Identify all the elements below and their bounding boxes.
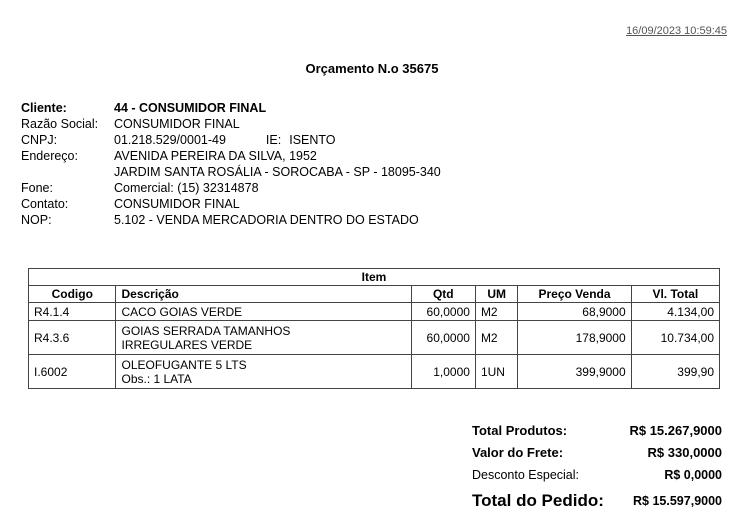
item-preco-venda: 178,9000 — [518, 321, 631, 355]
cnpj-row — [21, 132, 441, 148]
item-um: M2 — [475, 303, 517, 321]
items-caption-row — [29, 269, 720, 286]
col-header-um: UM — [475, 286, 517, 303]
col-header-codigo: Codigo — [29, 286, 116, 303]
desconto-especial-row — [472, 464, 722, 486]
total-pedido-label: Total do Pedido: — [472, 491, 604, 510]
razao-social-row — [21, 116, 441, 132]
razao-social-value: CONSUMIDOR FINAL — [114, 117, 240, 131]
cliente-label: Cliente: — [21, 101, 67, 115]
item-qtd: 1,0000 — [411, 355, 475, 389]
customer-info — [21, 100, 441, 228]
fone-value: Comercial: (15) 32314878 — [114, 181, 259, 195]
item-observacao: Obs.: 1 LATA — [121, 371, 192, 386]
contato-row — [21, 196, 441, 212]
item-descricao — [116, 355, 411, 389]
items-header-row — [29, 286, 720, 303]
document-title: Orçamento N.o 35675 — [305, 61, 439, 76]
endereco-line2: JARDIM SANTA ROSÁLIA - SOROCABA - SP - 18095-340 — [114, 165, 441, 179]
valor-frete-value: R$ 330,0000 — [647, 445, 722, 460]
ie-value: ISENTO — [289, 133, 336, 147]
col-header-qtd: Qtd — [411, 286, 475, 303]
ie-label: IE: — [265, 133, 282, 147]
item-vl-total: 4.134,00 — [631, 303, 719, 321]
cnpj-value: 01.218.529/0001-49 — [114, 133, 226, 147]
items-caption: Item — [29, 269, 720, 286]
item-vl-total: 10.734,00 — [631, 321, 719, 355]
col-header-preco-venda: Preço Venda — [518, 286, 631, 303]
item-descricao-line1: GOIAS SERRADA TAMANHOS — [121, 323, 291, 338]
total-produtos-value: R$ 15.267,9000 — [629, 423, 722, 438]
item-descricao — [116, 321, 411, 355]
table-row — [29, 321, 720, 355]
item-preco-venda: 399,9000 — [518, 355, 631, 389]
total-produtos-row — [472, 420, 722, 442]
col-header-vl-total: Vl. Total — [631, 286, 719, 303]
item-codigo: I.6002 — [29, 355, 116, 389]
endereco-label: Endereço: — [21, 149, 78, 163]
cnpj-label: CNPJ: — [21, 133, 58, 147]
table-row — [29, 355, 720, 389]
total-produtos-label: Total Produtos: — [472, 423, 568, 438]
item-qtd: 60,0000 — [411, 303, 475, 321]
item-descricao-line2: IRREGULARES VERDE — [121, 337, 253, 352]
valor-frete-label: Valor do Frete: — [472, 445, 564, 460]
col-header-descricao: Descrição — [116, 286, 411, 303]
endereco-line1: AVENIDA PEREIRA DA SILVA, 1952 — [114, 149, 317, 163]
item-um: 1UN — [475, 355, 517, 389]
item-codigo: R4.3.6 — [29, 321, 116, 355]
desconto-especial-label: Desconto Especial: — [472, 468, 580, 482]
item-preco-venda: 68,9000 — [518, 303, 631, 321]
cliente-row — [21, 100, 441, 116]
cliente-value: 44 - CONSUMIDOR FINAL — [114, 101, 267, 115]
table-row — [29, 303, 720, 321]
total-pedido-row — [472, 486, 722, 514]
fone-row — [21, 180, 441, 196]
nop-row — [21, 212, 441, 228]
item-descricao: CACO GOIAS VERDE — [116, 303, 411, 321]
item-descricao-line1: OLEOFUGANTE 5 LTS — [121, 357, 247, 372]
print-timestamp: 16/09/2023 10:59:45 — [626, 25, 727, 37]
desconto-especial-value: R$ 0,0000 — [664, 468, 722, 482]
razao-social-label: Razão Social: — [21, 117, 99, 131]
items-table — [28, 268, 720, 389]
fone-label: Fone: — [21, 181, 53, 195]
item-um: M2 — [475, 321, 517, 355]
total-pedido-value: R$ 15.597,9000 — [633, 494, 722, 508]
valor-frete-row — [472, 442, 722, 464]
nop-value: 5.102 - VENDA MERCADORIA DENTRO DO ESTADO — [114, 213, 419, 227]
nop-label: NOP: — [21, 213, 52, 227]
endereco-row — [21, 148, 441, 164]
item-codigo: R4.1.4 — [29, 303, 116, 321]
item-vl-total: 399,90 — [631, 355, 719, 389]
totals-block — [472, 420, 722, 514]
item-qtd: 60,0000 — [411, 321, 475, 355]
contato-value: CONSUMIDOR FINAL — [114, 197, 240, 211]
contato-label: Contato: — [21, 197, 69, 211]
endereco-row-2 — [21, 164, 441, 180]
